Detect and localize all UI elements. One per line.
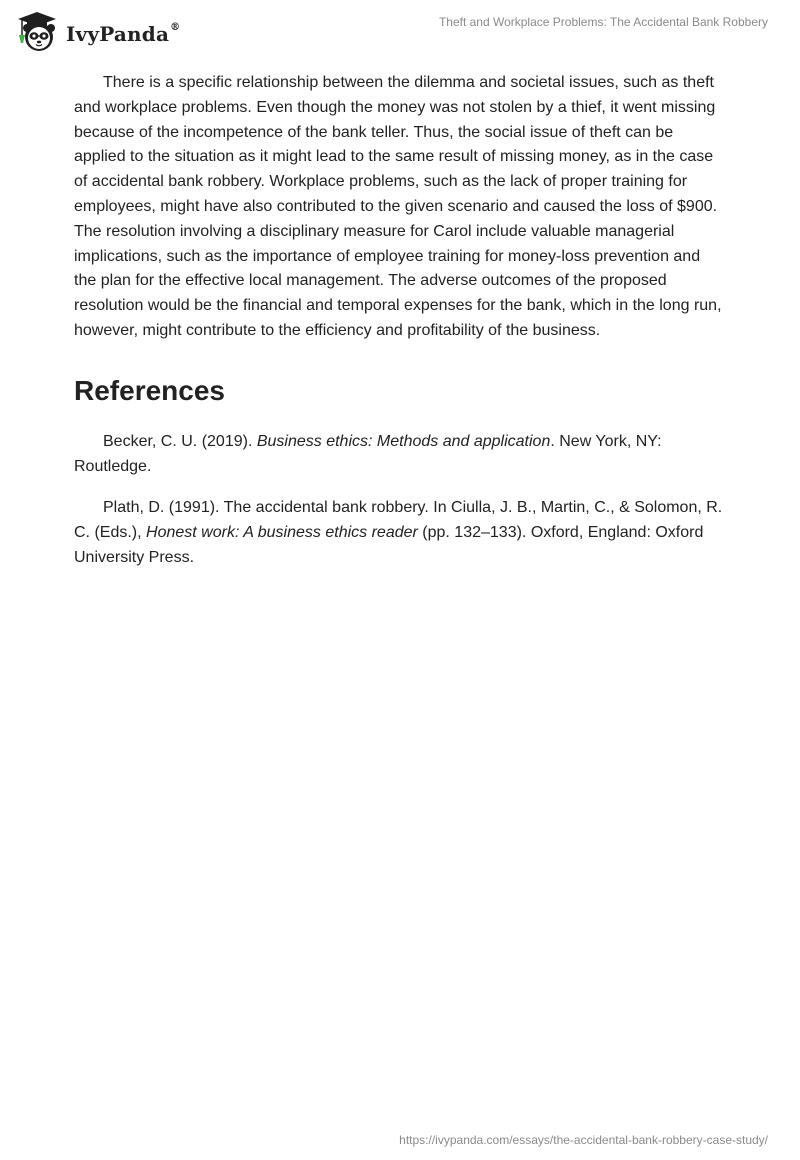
reference-title: Honest work: A business ethics reader: [146, 524, 418, 542]
reference-item: Becker, C. U. (2019). Business ethics: Methods and application. New York, NY: Routledge.: [74, 432, 662, 475]
source-url[interactable]: https://ivypanda.com/essays/the-accidental-bank-robbery-case-study/: [399, 1133, 768, 1147]
registered-mark: ®: [170, 22, 181, 34]
body-paragraph: There is a specific relationship between the dilemma and societal issues, such as theft and workplace problems. Even though the money was not stolen by a thief, it went missing because of the incompetence of the bank teller. Thus, the social issue of theft can be applied to the situation as it might lead to the same result of missing money, as in the case of accidental bank robbery. Workplace problems, such as the lack of proper training for employees, might have also contributed to the given scenario and caused the loss of $900. The resolution involving a disciplinary measure for Carol include valuable managerial implications, such as the importance of employee training for money-loss prevention and the plan for the effective local management. The adverse outcomes of the proposed resolution would be the financial and temporal expenses for the bank, which in the long run, however, might contribute to the efficiency and profitability of the business.: [74, 74, 722, 339]
brand-logo[interactable]: [14, 8, 180, 56]
panda-graduate-icon: [14, 9, 60, 55]
references-heading: References: [74, 374, 225, 406]
document-title: Theft and Workplace Problems: The Accidental Bank Robbery: [438, 15, 768, 29]
reference-title: Business ethics: Methods and application: [256, 432, 551, 450]
essay-content: [74, 71, 726, 571]
brand-name: IvyPanda®: [66, 22, 181, 46]
reference-item: Plath, D. (1991). The accidental bank robbery. In Ciulla, J. B., Martin, C., & Solomon, R. C. (Eds.), Honest work: A business ethics reader (pp. 132–133). Oxford, England: Oxford University Press.: [74, 499, 723, 566]
